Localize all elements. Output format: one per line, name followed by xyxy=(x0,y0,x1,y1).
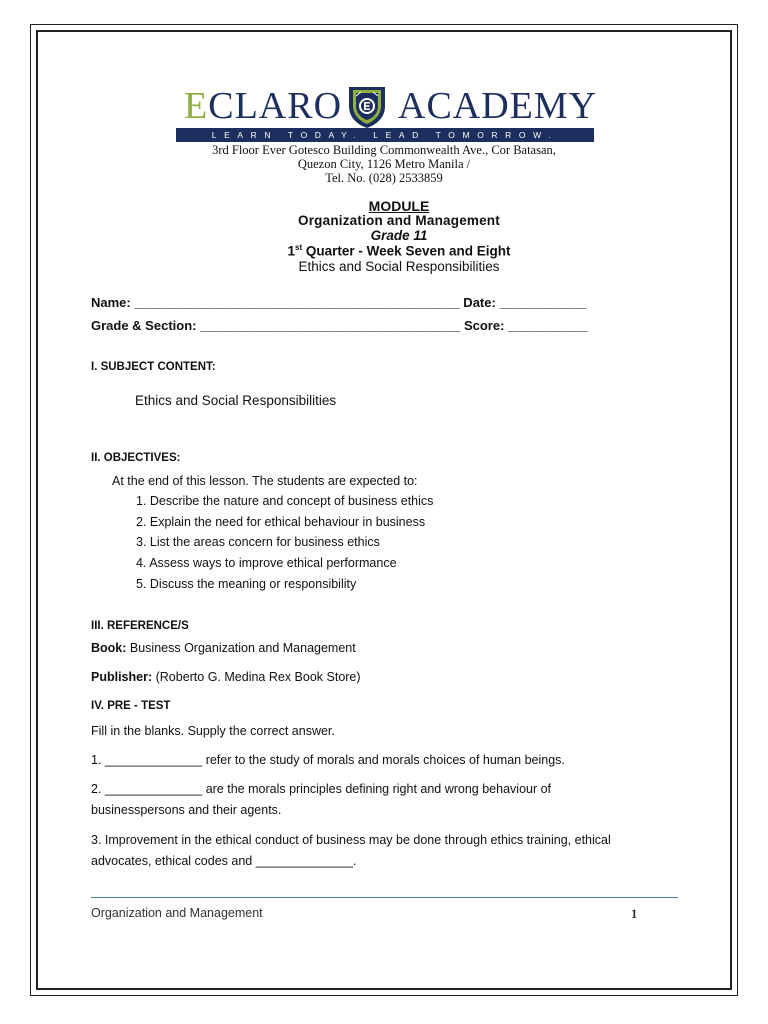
quarter-week xyxy=(0,243,768,259)
pretest-question-2-cont: businesspersons and their agents. xyxy=(91,803,282,817)
section-subject-content-heading: I. SUBJECT CONTENT: xyxy=(91,361,216,373)
objective-item: 4. Assess ways to improve ethical performance xyxy=(136,556,397,570)
objective-item: 5. Discuss the meaning or responsibility xyxy=(136,577,357,591)
section-objectives-heading: II. OBJECTIVES: xyxy=(91,452,181,464)
grade-level: Grade 11 xyxy=(370,228,428,243)
shield-crest-icon xyxy=(344,84,390,130)
objectives-intro: At the end of this lesson. The students are expected to: xyxy=(112,474,418,488)
grade-score-field[interactable]: Grade & Section: ____________________________________ Score: ___________ xyxy=(91,318,588,333)
pretest-question-1[interactable]: 1. ______________ refer to the study of morals and morals choices of human beings. xyxy=(91,753,565,767)
name-date-field[interactable]: Name: _____________________________________________ Date: ____________ xyxy=(91,295,587,310)
footer-title: Organization and Management xyxy=(91,906,263,920)
pretest-question-2[interactable]: 2. ______________ are the morals principles defining right and wrong behaviour of xyxy=(91,782,552,796)
footer-divider xyxy=(91,897,678,898)
module-title: MODULE xyxy=(368,198,430,214)
pretest-instruction: Fill in the blanks. Supply the correct answer. xyxy=(91,724,335,738)
reference-book xyxy=(91,641,356,655)
publisher-label: Publisher: xyxy=(91,670,153,684)
logo-tagline: LEARN TODAY. LEAD TOMORROW. xyxy=(176,128,594,142)
pretest-question-3: 3. Improvement in the ethical conduct of business may be done through ethics training, ethical xyxy=(91,833,611,847)
subject-title: Organization and Management xyxy=(298,213,500,228)
logo-claro: CLARO xyxy=(208,85,343,127)
objective-item: 1. Describe the nature and concept of business ethics xyxy=(136,494,434,508)
objective-item: 2. Explain the need for ethical behaviour in business xyxy=(136,515,426,529)
section-references-heading: III. REFERENCE/S xyxy=(91,620,189,632)
subject-content-body: Ethics and Social Responsibilities xyxy=(135,393,337,408)
book-label: Book: xyxy=(91,641,127,655)
quarter-text: Quarter - Week Seven and Eight xyxy=(302,243,511,259)
reference-publisher xyxy=(91,670,361,684)
book-value: Business Organization and Management xyxy=(126,641,356,655)
address-line-3: Tel. No. (028) 2533859 xyxy=(325,171,443,185)
school-logo xyxy=(176,84,598,142)
section-pretest-heading: IV. PRE - TEST xyxy=(91,700,171,712)
address-line-1: 3rd Floor Ever Gotesco Building Commonwealth Ave., Cor Batasan, xyxy=(212,143,556,157)
logo-academy: ACADEMY xyxy=(398,85,598,127)
topic-title: Ethics and Social Responsibilities xyxy=(298,259,500,274)
objective-item: 3. List the areas concern for business ethics xyxy=(136,535,380,549)
logo-word-left xyxy=(184,84,342,128)
quarter-suffix: st xyxy=(295,243,303,252)
pretest-question-3-cont[interactable]: advocates, ethical codes and ______________. xyxy=(91,854,357,868)
quarter-number: 1 xyxy=(287,243,296,259)
publisher-value: (Roberto G. Medina Rex Book Store) xyxy=(152,670,361,684)
address-line-2: Quezon City, 1126 Metro Manila / xyxy=(297,157,471,171)
page-number: 1 xyxy=(631,907,638,921)
logo-letter-e: E xyxy=(184,85,209,127)
